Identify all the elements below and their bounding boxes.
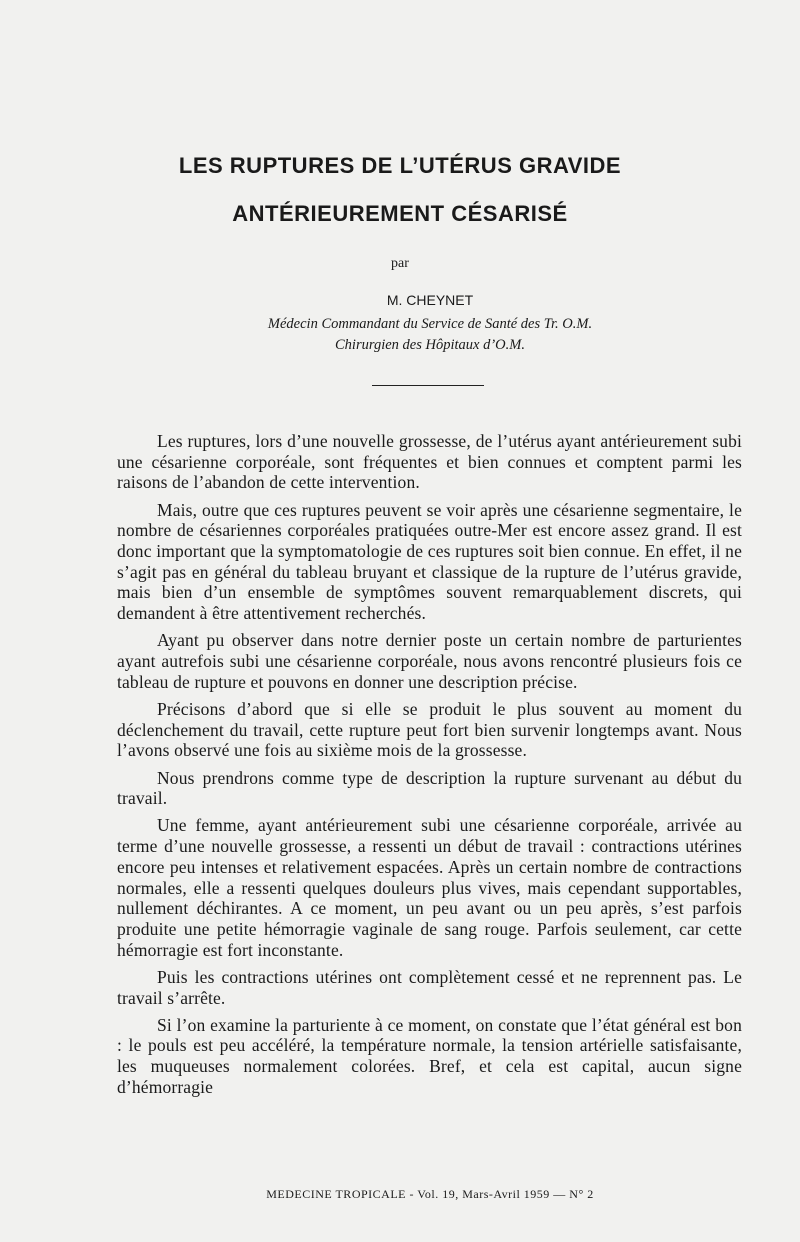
paragraph: Nous prendrons comme type de description la rupture survenant au début du travail. [117,767,742,809]
journal-footer: MEDECINE TROPICALE - Vol. 19, Mars-Avril 1959 — N° 2 [266,1187,594,1201]
article-title-line-2: ANTÉRIEUREMENT CÉSARISÉ [232,201,568,226]
paragraph: Précisons d’abord que si elle se produit le plus souvent au moment du déclenchement du travail, cette rupture peut fort bien survenir longtemps avant. Nous l’avons observé une fois au sixième mois de la grossesse. [117,698,742,761]
author-affiliation-1: Médecin Commandant du Service de Santé des Tr. O.M. [267,316,593,332]
paragraph: Les ruptures, lors d’une nouvelle grossesse, de l’utérus ayant antérieurement subi une césarienne corporéale, sont fréquentes et bien connues et comptent parmi les raisons de l’abandon de cette intervention. [117,431,742,493]
author-name: M. CHEYNET [386,292,474,308]
paragraph: Si l’on examine la parturiente à ce moment, on constate que l’état général est bon : le pouls est peu accéléré, la température normale, la tension artérielle satisfaisante, les muqueuses normalement colorées. Bref, et cela est capital, aucun signe d’hémorragie [117,1014,742,1097]
paragraph: Puis les contractions utérines ont complètement cessé et ne reprennent pas. Le travail s’arrête. [117,966,742,1008]
paragraph: Ayant pu observer dans notre dernier poste un certain nombre de parturientes ayant autrefois subi une césarienne corporéale, nous avons rencontré plusieurs fois ce tableau de rupture et pouvons en donner une description précise. [117,630,742,692]
paragraph: Une femme, ayant antérieurement subi une césarienne corporéale, arrivée au terme d’une nouvelle grossesse, a ressenti un début de travail : contractions utérines encore peu intenses et relativement espacées. Après un certain nombre de contractions normales, elle a ressenti quelques douleurs plus vives, mais cependant supportables, nullement déchirantes. A ce moment, un peu avant ou un peu après, s’est parfois produite une petite hémorragie vaginale de sang rouge. Parfois seulement, car cette hémorragie est fort inconstante. [117,815,742,960]
article-title-line-1: LES RUPTURES DE L’UTÉRUS GRAVIDE [178,153,622,178]
author-affiliation-2: Chirurgien des Hôpitaux d’O.M. [335,337,525,353]
byline-par: par [391,256,409,271]
separator-rule [372,385,484,386]
paragraph: Mais, outre que ces ruptures peuvent se voir après une césarienne segmentaire, le nombre de césariennes corporéales pratiquées outre-Mer est encore assez grand. Il est donc important que la symptomatologie de ces ruptures soit bien connue. En effet, il ne s’agit pas en général du tableau bruyant et classique de la rupture de l’utérus gravide, mais bien d’un ensemble de symptômes souvent remarquablement discrets, qui demandent à être attentivement recherchés. [117,499,742,624]
article-body [117,431,742,1104]
